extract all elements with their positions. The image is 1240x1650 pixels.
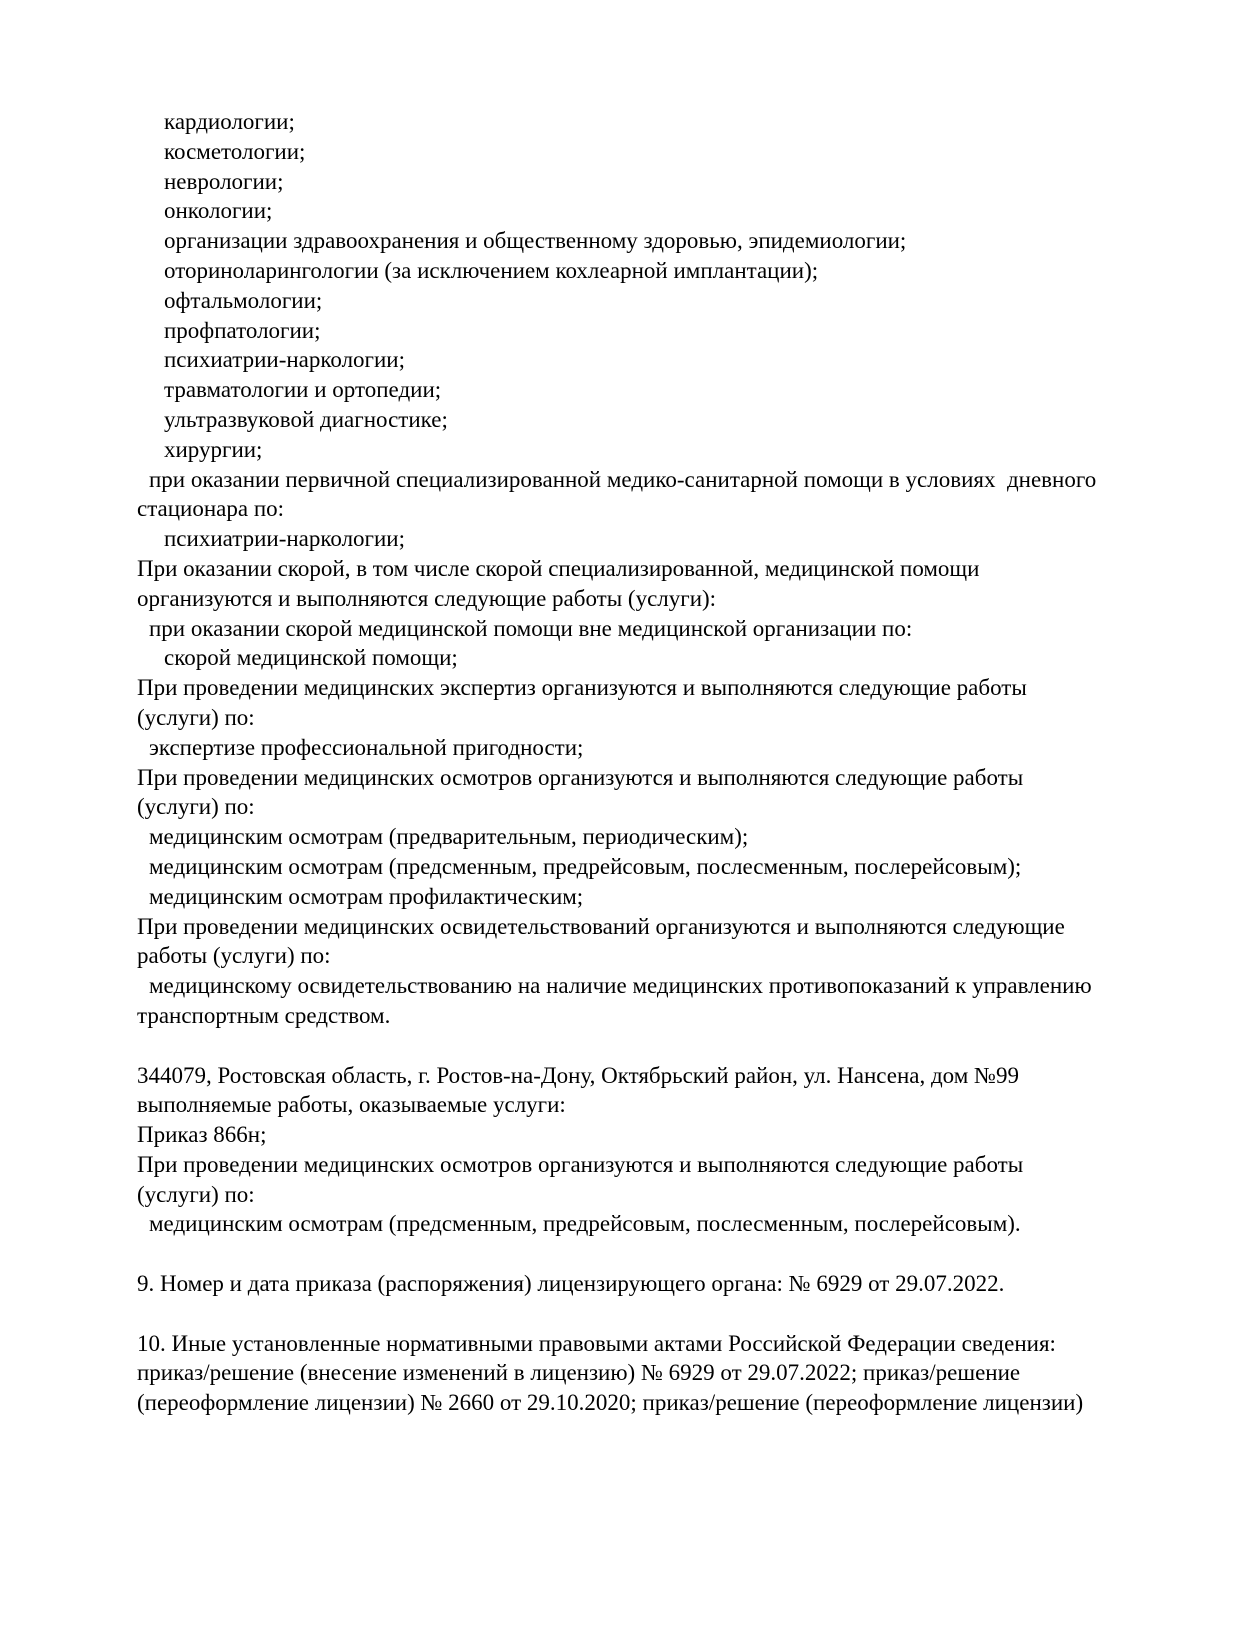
document-line: косметологии;: [164, 138, 306, 164]
document-line: приказ/решение (внесение изменений в лицензию) № 6929 от 29.07.2022; приказ/решение: [137, 1360, 1021, 1386]
document-line: психиатрии-наркологии;: [164, 347, 405, 373]
document-line: 10. Иные установленные нормативными правовыми актами Российской Федерации сведения:: [137, 1330, 1056, 1356]
document-line: при оказании первичной специализированной медико-санитарной помощи в условиях дневного: [149, 466, 1097, 492]
document-line: работы (услуги) по:: [137, 943, 331, 969]
blank-line: [137, 1239, 1217, 1269]
document-line: экспертизе профессиональной пригодности;: [149, 734, 584, 760]
document-line: неврологии;: [164, 168, 284, 194]
document-line: травматологии и ортопедии;: [164, 377, 442, 403]
document-line: (услуги) по:: [137, 704, 255, 730]
document-line: транспортным средством.: [137, 1002, 391, 1028]
document-line: психиатрии-наркологии;: [164, 526, 405, 552]
document-line: медицинским осмотрам (предварительным, периодическим);: [149, 824, 749, 850]
document-line: При проведении медицинских осмотров организуются и выполняются следующие работы: [137, 1151, 1024, 1177]
document-line: стационара по:: [137, 496, 285, 522]
document-line: онкологии;: [164, 198, 273, 224]
document-line: организуются и выполняются следующие работы (услуги):: [137, 585, 717, 611]
document-line: Приказ 866н;: [137, 1122, 267, 1148]
document-line: хирургии;: [164, 436, 263, 462]
document-line: при оказании скорой медицинской помощи вне медицинской организации по:: [149, 615, 913, 641]
blank-line: [137, 1299, 1217, 1329]
document-line: 9. Номер и дата приказа (распоряжения) лицензирующего органа: № 6929 от 29.07.2022.: [137, 1271, 1005, 1297]
document-line: профпатологии;: [164, 317, 321, 343]
document-line: медицинским осмотрам (предсменным, предрейсовым, послесменным, послерейсовым);: [149, 853, 1022, 879]
document-line: медицинскому освидетельствованию на наличие медицинских противопоказаний к управлению: [149, 973, 1092, 999]
blank-line: [137, 1031, 1217, 1061]
document-line: скорой медицинской помощи;: [164, 645, 458, 671]
document-line: оториноларингологии (за исключением кохлеарной имплантации);: [164, 257, 819, 283]
document-line: офтальмологии;: [164, 287, 323, 313]
document-line: организации здравоохранения и общественному здоровью, эпидемиологии;: [164, 228, 907, 254]
document-content: [137, 107, 1217, 1418]
document-line: При проведении медицинских освидетельствований организуются и выполняются следующие: [137, 913, 1065, 939]
document-line: кардиологии;: [164, 109, 295, 134]
document-line: (услуги) по:: [137, 794, 255, 820]
document-line: (переоформление лицензии) № 2660 от 29.10.2020; приказ/решение (переоформление лицензии): [137, 1390, 1084, 1416]
document-line: медицинским осмотрам (предсменным, предрейсовым, послесменным, послерейсовым).: [149, 1211, 1021, 1237]
document-line: ультразвуковой диагностике;: [164, 406, 448, 432]
document-line: При проведении медицинских осмотров организуются и выполняются следующие работы: [137, 764, 1024, 790]
document-line: выполняемые работы, оказываемые услуги:: [137, 1092, 566, 1118]
document-line: При оказании скорой, в том числе скорой специализированной, медицинской помощи: [137, 555, 980, 581]
document-line: При проведении медицинских экспертиз организуются и выполняются следующие работы: [137, 675, 1027, 701]
document-line: (услуги) по:: [137, 1181, 255, 1207]
document-line: 344079, Ростовская область, г. Ростов-на-Дону, Октябрьский район, ул. Нансена, дом №99: [137, 1062, 1019, 1088]
document-line: медицинским осмотрам профилактическим;: [149, 883, 584, 909]
